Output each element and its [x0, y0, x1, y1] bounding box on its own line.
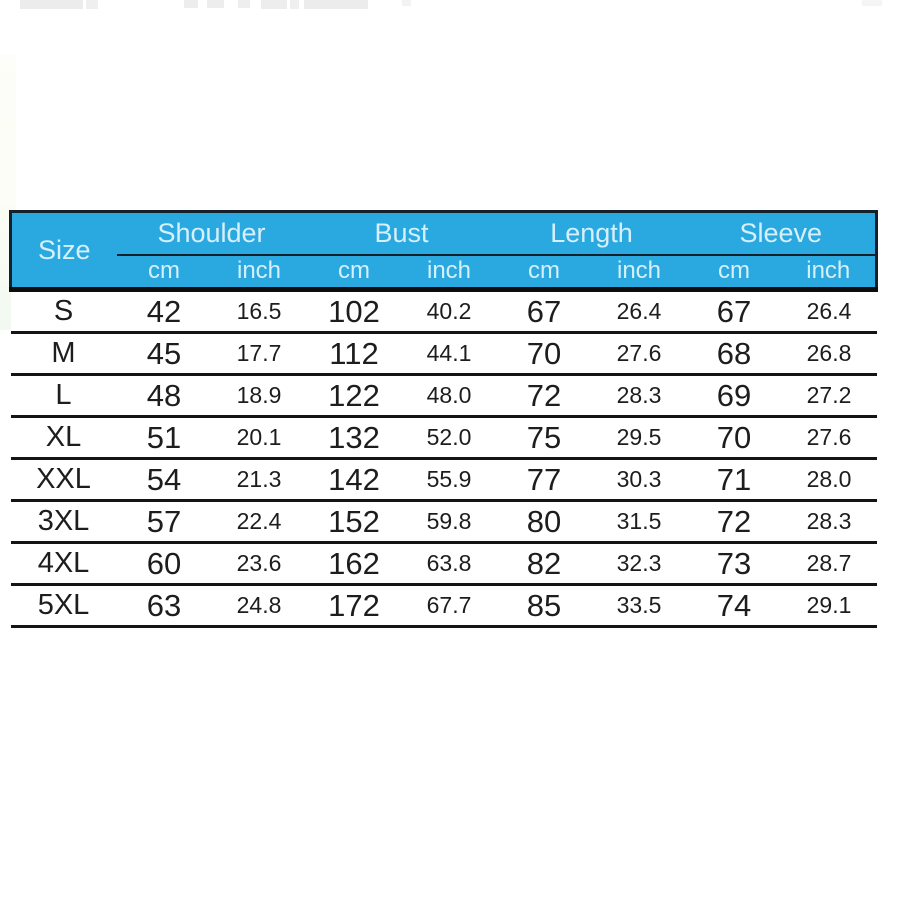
value-cell-cm: 73	[687, 543, 782, 585]
table-row	[11, 290, 877, 333]
value-cell-inch: 63.8	[402, 543, 497, 585]
value-cell-cm: 72	[687, 501, 782, 543]
value-cell-inch: 28.3	[782, 501, 877, 543]
value-cell-cm: 67	[687, 290, 782, 333]
value-cell-inch: 59.8	[402, 501, 497, 543]
value-cell-inch: 23.6	[212, 543, 307, 585]
cropped-image-artifact	[86, 0, 98, 9]
unit-header-inch: inch	[782, 255, 877, 290]
value-cell-inch: 32.3	[592, 543, 687, 585]
value-cell-cm: 142	[307, 459, 402, 501]
value-cell-inch: 27.2	[782, 375, 877, 417]
size-cell: 5XL	[11, 585, 117, 627]
unit-header-inch: inch	[592, 255, 687, 290]
value-cell-inch: 52.0	[402, 417, 497, 459]
value-cell-cm: 112	[307, 333, 402, 375]
value-cell-inch: 48.0	[402, 375, 497, 417]
value-cell-inch: 17.7	[212, 333, 307, 375]
value-cell-inch: 26.4	[592, 290, 687, 333]
value-cell-cm: 45	[117, 333, 212, 375]
value-cell-cm: 70	[497, 333, 592, 375]
value-cell-inch: 26.4	[782, 290, 877, 333]
size-cell: XXL	[11, 459, 117, 501]
value-cell-inch: 20.1	[212, 417, 307, 459]
value-cell-inch: 24.8	[212, 585, 307, 627]
value-cell-cm: 132	[307, 417, 402, 459]
value-cell-cm: 74	[687, 585, 782, 627]
header-group-length: Length	[497, 212, 687, 255]
value-cell-cm: 77	[497, 459, 592, 501]
value-cell-inch: 44.1	[402, 333, 497, 375]
unit-header-cm: cm	[497, 255, 592, 290]
value-cell-inch: 30.3	[592, 459, 687, 501]
cropped-image-artifact	[304, 0, 368, 9]
value-cell-cm: 60	[117, 543, 212, 585]
table-row	[11, 459, 877, 501]
cropped-image-artifact	[238, 0, 250, 8]
header-group-sleeve: Sleeve	[687, 212, 877, 255]
table-row	[11, 375, 877, 417]
value-cell-cm: 162	[307, 543, 402, 585]
cropped-image-artifact	[862, 0, 882, 6]
value-cell-cm: 42	[117, 290, 212, 333]
value-cell-inch: 40.2	[402, 290, 497, 333]
value-cell-inch: 27.6	[782, 417, 877, 459]
value-cell-inch: 33.5	[592, 585, 687, 627]
size-chart-header	[11, 212, 877, 290]
value-cell-inch: 18.9	[212, 375, 307, 417]
header-group-bust: Bust	[307, 212, 497, 255]
unit-header-cm: cm	[117, 255, 212, 290]
unit-header-inch: inch	[402, 255, 497, 290]
value-cell-cm: 102	[307, 290, 402, 333]
value-cell-inch: 26.8	[782, 333, 877, 375]
table-row	[11, 501, 877, 543]
size-cell: L	[11, 375, 117, 417]
table-row	[11, 417, 877, 459]
value-cell-inch: 16.5	[212, 290, 307, 333]
header-group-shoulder: Shoulder	[117, 212, 307, 255]
header-size: Size	[11, 212, 117, 290]
cropped-image-artifact	[402, 0, 411, 6]
size-cell: M	[11, 333, 117, 375]
value-cell-inch: 67.7	[402, 585, 497, 627]
value-cell-inch: 31.5	[592, 501, 687, 543]
value-cell-cm: 122	[307, 375, 402, 417]
cropped-image-artifact	[207, 0, 224, 8]
value-cell-cm: 69	[687, 375, 782, 417]
cropped-image-artifact	[261, 0, 287, 9]
value-cell-cm: 85	[497, 585, 592, 627]
cropped-image-artifact	[20, 0, 83, 9]
value-cell-cm: 80	[497, 501, 592, 543]
value-cell-cm: 68	[687, 333, 782, 375]
value-cell-inch: 22.4	[212, 501, 307, 543]
size-table-body	[11, 290, 877, 627]
table-row	[11, 543, 877, 585]
size-cell: S	[11, 290, 117, 333]
cropped-image-artifact	[184, 0, 198, 8]
value-cell-cm: 48	[117, 375, 212, 417]
table-row	[11, 585, 877, 627]
size-cell: 3XL	[11, 501, 117, 543]
value-cell-cm: 172	[307, 585, 402, 627]
value-cell-cm: 71	[687, 459, 782, 501]
value-cell-cm: 152	[307, 501, 402, 543]
cropped-image-artifact	[290, 0, 299, 9]
value-cell-inch: 21.3	[212, 459, 307, 501]
value-cell-inch: 27.6	[592, 333, 687, 375]
header-group-row	[11, 212, 877, 255]
value-cell-inch: 55.9	[402, 459, 497, 501]
value-cell-cm: 67	[497, 290, 592, 333]
value-cell-cm: 82	[497, 543, 592, 585]
unit-header-cm: cm	[307, 255, 402, 290]
value-cell-cm: 63	[117, 585, 212, 627]
value-cell-cm: 75	[497, 417, 592, 459]
table-row	[11, 333, 877, 375]
size-cell: 4XL	[11, 543, 117, 585]
value-cell-inch: 29.1	[782, 585, 877, 627]
header-unit-row	[11, 255, 877, 290]
value-cell-cm: 72	[497, 375, 592, 417]
value-cell-cm: 51	[117, 417, 212, 459]
value-cell-inch: 28.3	[592, 375, 687, 417]
size-chart-table	[9, 210, 878, 628]
size-cell: XL	[11, 417, 117, 459]
value-cell-inch: 28.0	[782, 459, 877, 501]
value-cell-cm: 57	[117, 501, 212, 543]
value-cell-inch: 28.7	[782, 543, 877, 585]
value-cell-inch: 29.5	[592, 417, 687, 459]
unit-header-cm: cm	[687, 255, 782, 290]
value-cell-cm: 70	[687, 417, 782, 459]
value-cell-cm: 54	[117, 459, 212, 501]
unit-header-inch: inch	[212, 255, 307, 290]
